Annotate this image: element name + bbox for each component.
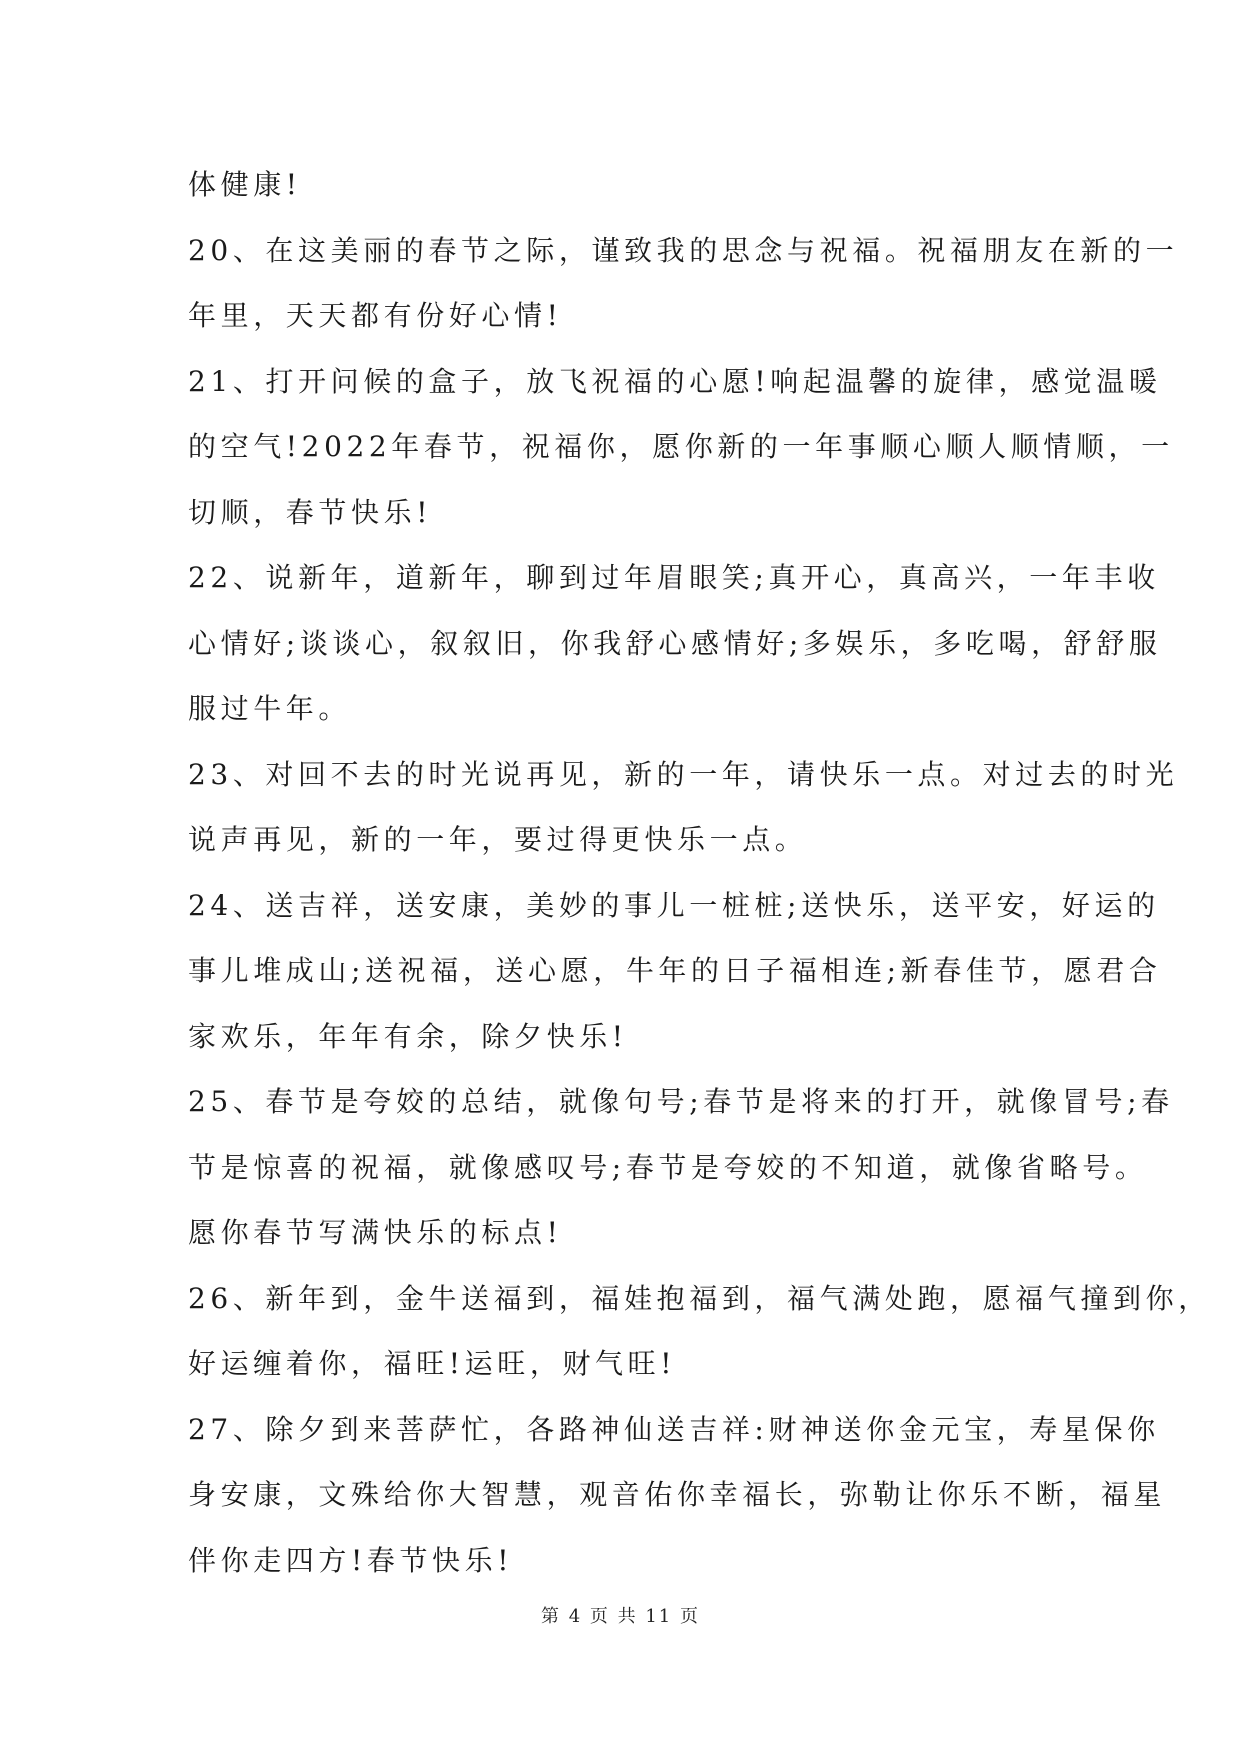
text-line: 体健康! <box>188 168 302 201</box>
text-line: 24、送吉祥，送安康，美妙的事儿一桩桩;送快乐，送平安，好运的 <box>188 888 1160 922</box>
document-body <box>188 152 1211 1593</box>
text-line: 22、说新年，道新年，聊到过年眉眼笑;真开心，真高兴，一年丰收 <box>188 561 1160 594</box>
text-line: 服过牛年。 <box>188 692 352 725</box>
text-line: 说声再见，新的一年，要过得更快乐一点。 <box>188 823 808 856</box>
text-line: 25、春节是夸姣的总结，就像句号;春节是将来的打开，就像冒号;春 <box>188 1085 1174 1118</box>
text-line: 心情好;谈谈心，叙叙旧，你我舒心感情好;多娱乐，多吃喝，舒舒服 <box>188 626 1162 660</box>
text-line: 伴你走四方!春节快乐! <box>188 1543 514 1577</box>
text-line: 切顺，春节快乐! <box>188 495 433 529</box>
text-line: 21、打开问候的盒子，放飞祝福的心愿!响起温馨的旋律，感觉温暖 <box>188 364 1162 398</box>
text-line: 27、除夕到来菩萨忙，各路神仙送吉祥:财神送你金元宝，寿星保你 <box>188 1412 1160 1446</box>
text-line: 年里，天天都有份好心情! <box>188 299 563 332</box>
page-number-footer: 第 4 页 共 11 页 <box>541 1606 700 1627</box>
text-line: 20、在这美丽的春节之际，谨致我的思念与祝福。祝福朋友在新的一 <box>188 233 1179 267</box>
text-line: 家欢乐，年年有余，除夕快乐! <box>188 1019 628 1053</box>
text-line: 26、新年到，金牛送福到，福娃抱福到，福气满处跑，愿福气撞到你， <box>188 1281 1211 1315</box>
text-line: 事儿堆成山;送祝福，送心愿，牛年的日子福相连;新春佳节，愿君合 <box>188 954 1162 987</box>
text-line: 节是惊喜的祝福，就像感叹号;春节是夸姣的不知道，就像省略号。 <box>188 1150 1148 1184</box>
text-line: 23、对回不去的时光说再见，新的一年，请快乐一点。对过去的时光 <box>188 757 1179 791</box>
text-line: 身安康，文殊给你大智慧，观音佑你幸福长，弥勒让你乐不断，福星 <box>188 1478 1167 1511</box>
text-line: 愿你春节写满快乐的标点! <box>188 1216 563 1249</box>
text-line: 的空气!2022年春节，祝福你，愿你新的一年事顺心顺人顺情顺，一 <box>188 430 1174 463</box>
text-line: 好运缠着你，福旺!运旺，财气旺! <box>188 1347 677 1380</box>
